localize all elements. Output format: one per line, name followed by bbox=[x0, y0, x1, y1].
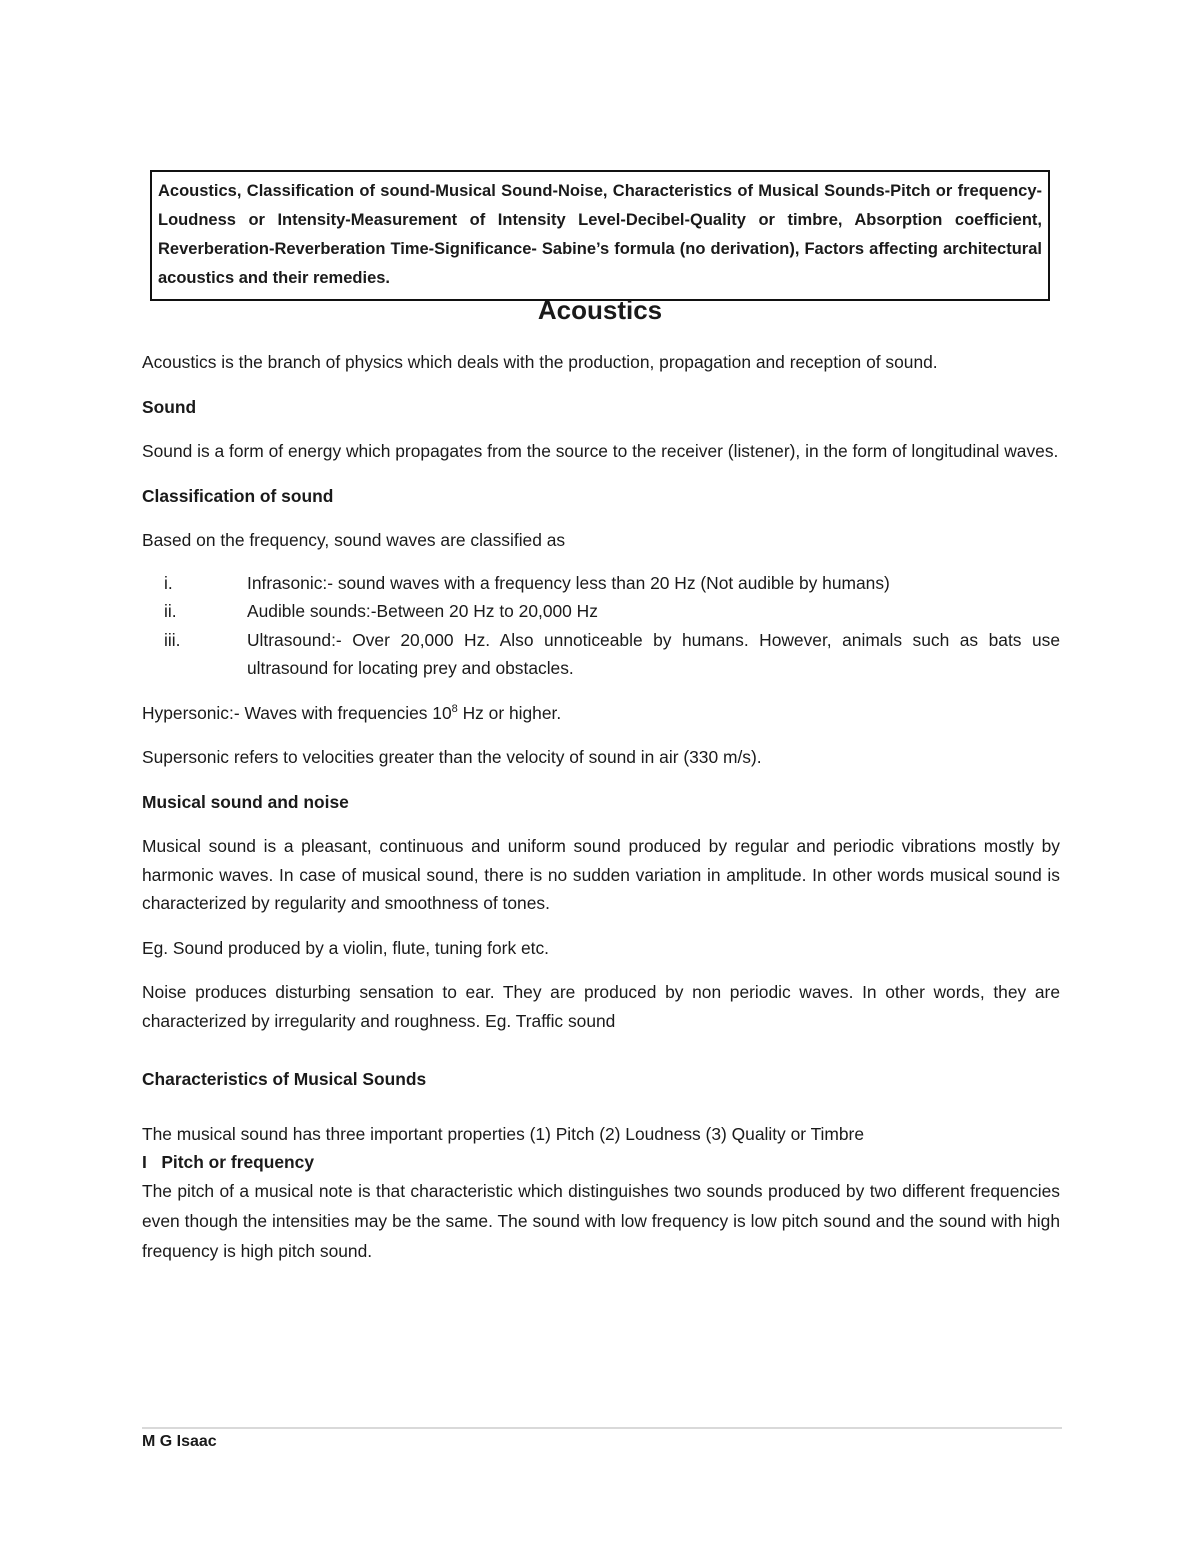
list-item-text: Audible sounds:-Between 20 Hz to 20,000 Hz bbox=[247, 601, 598, 621]
characteristics-lead: The musical sound has three important properties (1) Pitch (2) Loudness (3) Quality or Timbre bbox=[142, 1123, 865, 1144]
classification-lead: Based on the frequency, sound waves are classified as bbox=[142, 530, 566, 550]
sound-heading: Sound bbox=[142, 396, 197, 417]
list-item-text: Infrasonic:- sound waves with a frequency less than 20 Hz (Not audible by humans) bbox=[247, 572, 890, 593]
hypersonic-unit: Hz or higher. bbox=[457, 702, 562, 723]
musical-example: Eg. Sound produced by a violin, flute, tuning fork etc. bbox=[142, 937, 549, 958]
classification-heading: Classification of sound bbox=[142, 485, 334, 506]
list-item-text: Ultrasound:- Over 20,000 Hz. Also unnoticeable by humans. However, animals such as bats use ultrasound for locating prey and obstacles. bbox=[247, 629, 1060, 678]
supersonic-paragraph: Supersonic refers to velocities greater than the velocity of sound in air (330 m/s). bbox=[142, 747, 762, 767]
syllabus-text: Acoustics, Classification of sound-Musical Sound-Noise, Characteristics of Musical Sounds-Pitch or frequency-Loudness or Intensity-Measurement of Intensity Level-Decibel-Quality or timbre, Absorption coefficient, Reverberation-Reverberation Time-Significance- Sabine’s formula (no derivation), Factors affecting architectural acoustics and their remedies. bbox=[158, 182, 1042, 287]
footer-author: M G Isaac bbox=[142, 1433, 217, 1450]
page-title: Acoustics bbox=[537, 295, 663, 325]
classification-list bbox=[142, 569, 1060, 683]
list-item-number: ii. bbox=[164, 601, 177, 621]
document-body bbox=[142, 348, 1060, 1266]
hypersonic-paragraph bbox=[142, 699, 1060, 728]
musical-heading: Musical sound and noise bbox=[142, 791, 349, 812]
syllabus-box bbox=[150, 170, 1050, 301]
hypersonic-exponent: 8 bbox=[451, 702, 458, 715]
list-item bbox=[142, 597, 1060, 626]
pitch-paragraph: The pitch of a musical note is that characteristic which distinguishes two sounds produced by two different frequencies even though the intensities may be the same. The sound with low frequency is low pitch sound and the sound with high frequency is high pitch sound. bbox=[142, 1181, 1060, 1261]
list-item bbox=[142, 569, 1060, 598]
intro-paragraph: Acoustics is the branch of physics which deals with the production, propagation and reception of sound. bbox=[142, 352, 938, 372]
musical-paragraph: Musical sound is a pleasant, continuous and uniform sound produced by regular and periodic vibrations mostly by harmonic waves. In case of musical sound, there is no sudden variation in amplitude. In other words musical sound is characterized by regularity and smoothness of tones. bbox=[142, 836, 1060, 913]
list-item-number: iii. bbox=[164, 629, 181, 650]
hypersonic-text: Hypersonic:- Waves with frequencies 10 bbox=[142, 702, 452, 723]
footer-divider bbox=[142, 1427, 1062, 1429]
characteristics-heading: Characteristics of Musical Sounds bbox=[142, 1069, 427, 1089]
noise-paragraph: Noise produces disturbing sensation to ear. They are produced by non periodic waves. In other words, they are characterized by irregularity and roughness. Eg. Traffic sound bbox=[142, 982, 1060, 1031]
sound-paragraph: Sound is a form of energy which propagates from the source to the receiver (listener), in the form of longitudinal waves. bbox=[142, 441, 1059, 461]
pitch-heading: I Pitch or frequency bbox=[142, 1152, 315, 1172]
list-item-number: i. bbox=[164, 572, 173, 593]
list-item bbox=[142, 626, 1060, 683]
